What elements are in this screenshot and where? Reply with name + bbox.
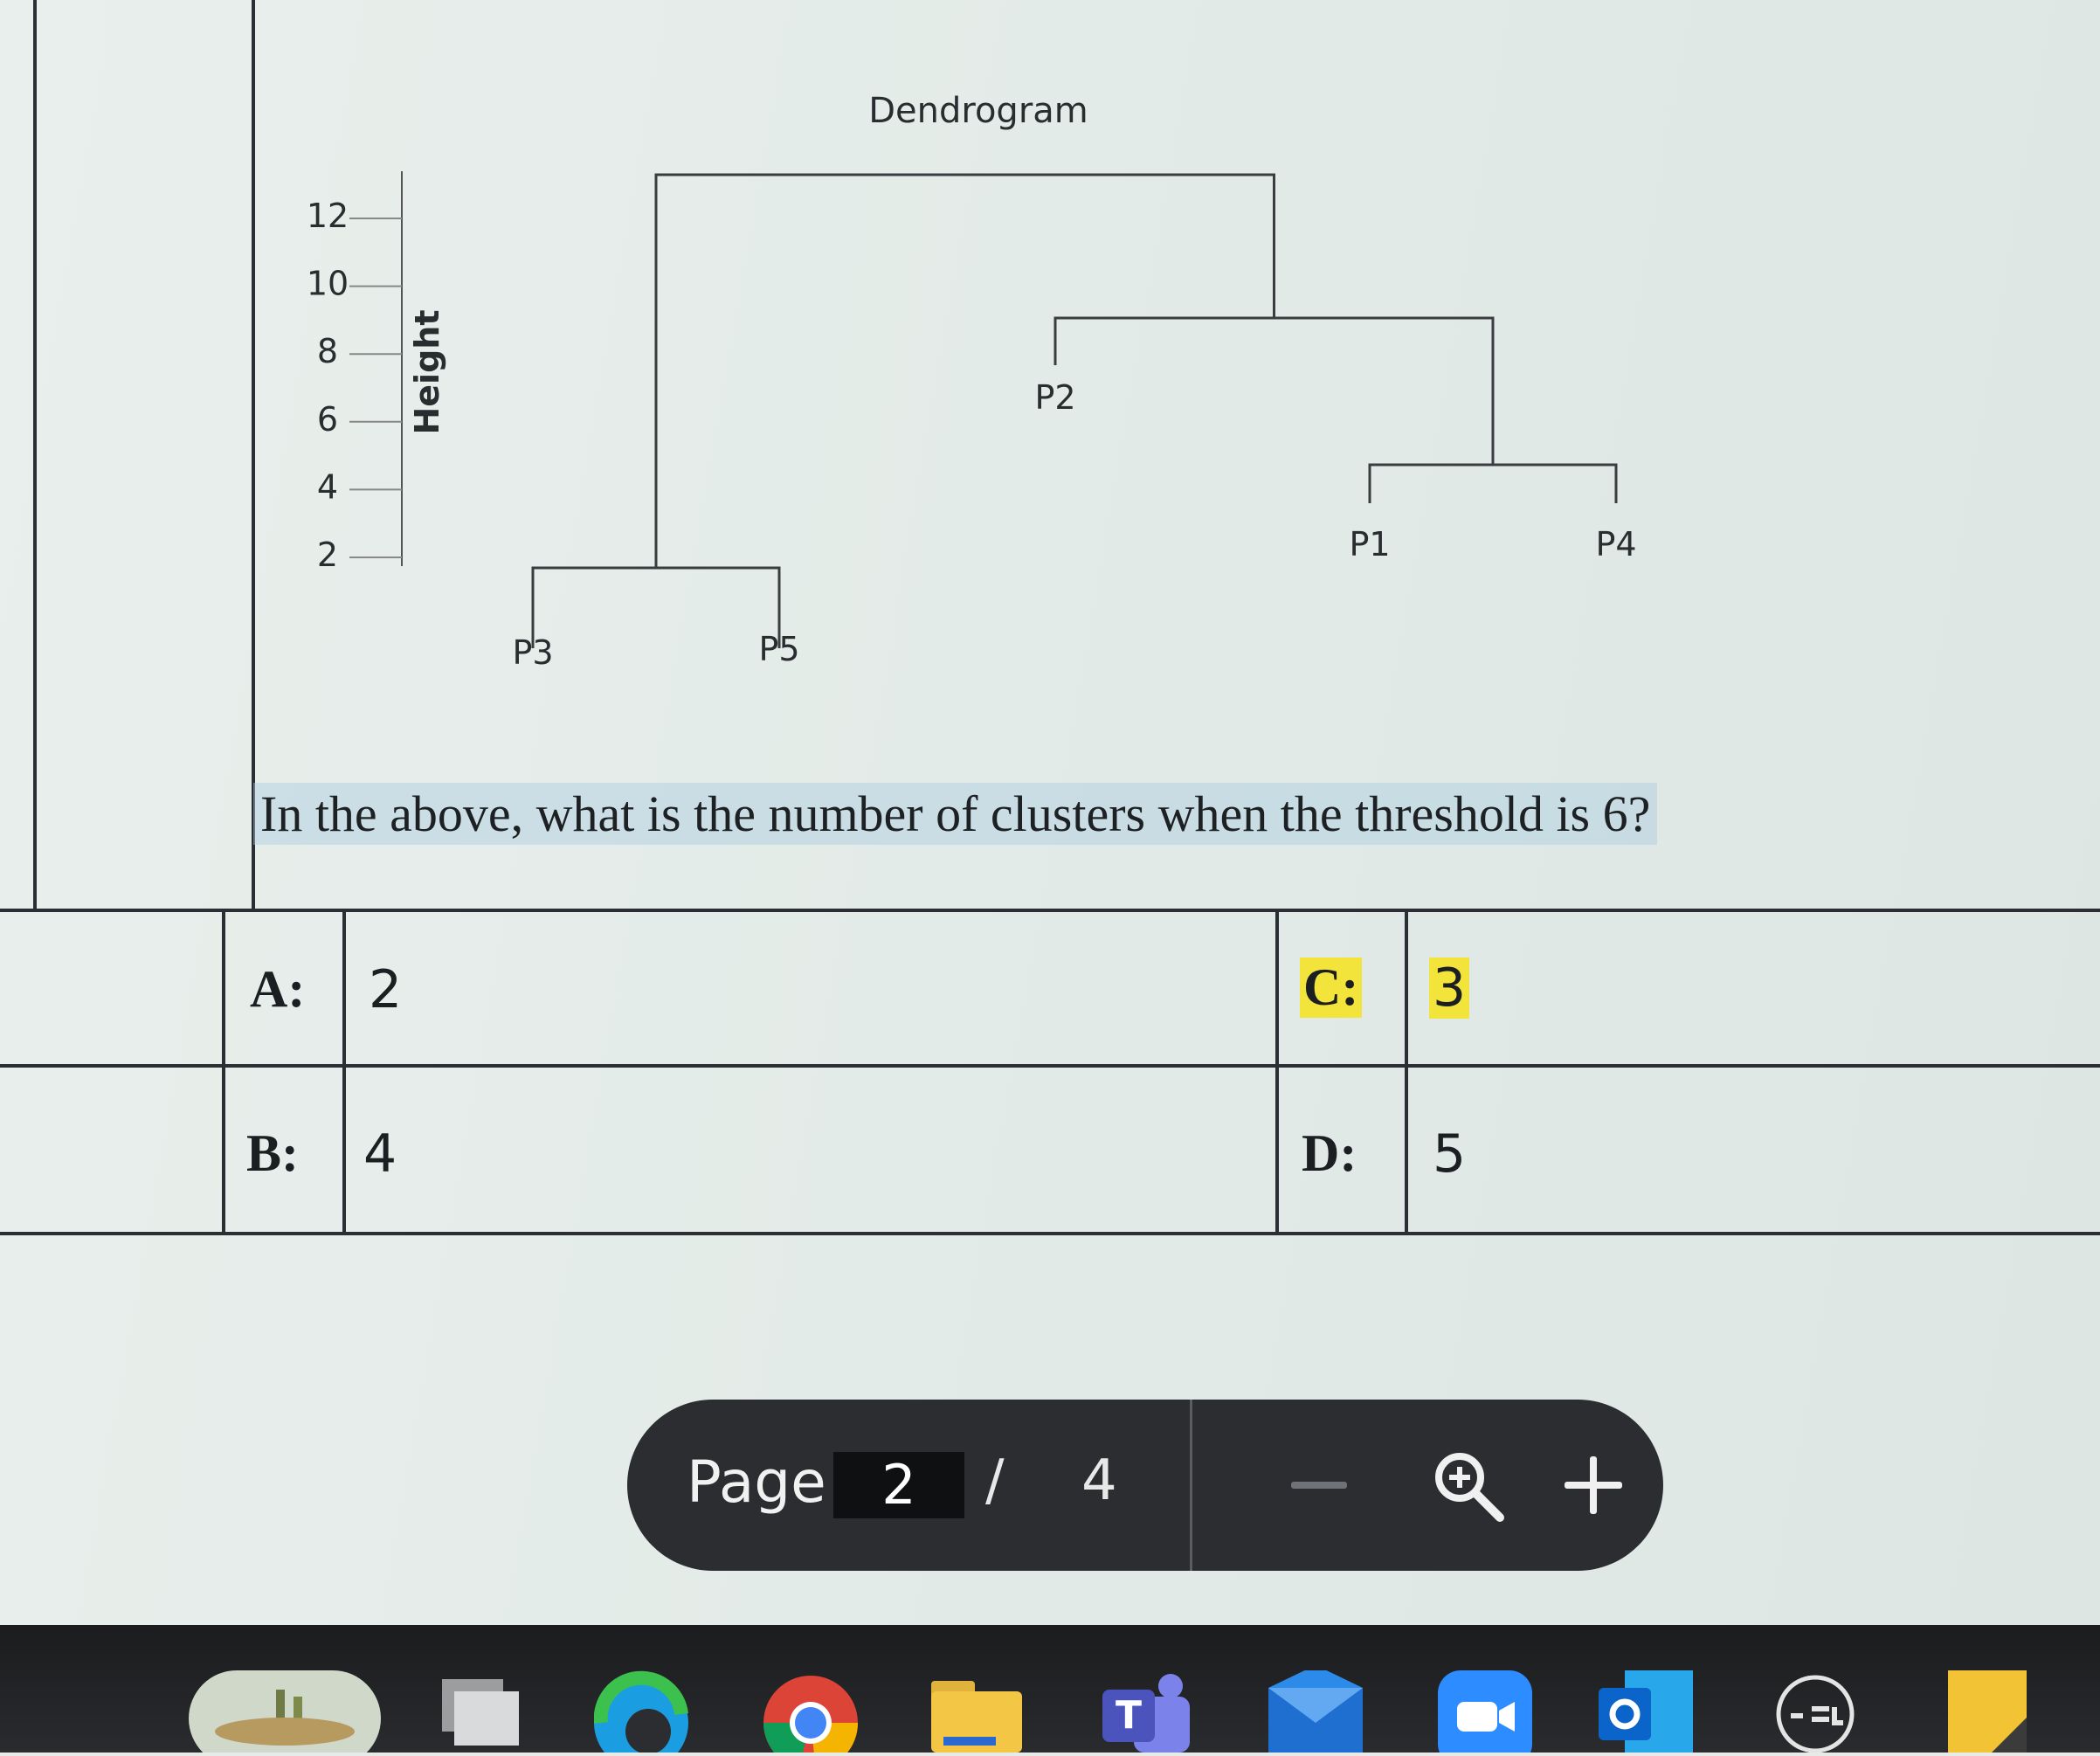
dendrogram-link	[1370, 465, 1616, 503]
dendrogram-link	[533, 568, 779, 648]
pdf-page-toolbar	[627, 1400, 1663, 1571]
zoom-out-button[interactable]	[1275, 1441, 1363, 1529]
widgets-icon[interactable]	[189, 1670, 381, 1753]
plus-icon	[1563, 1455, 1624, 1516]
chrome-icon[interactable]	[763, 1670, 858, 1753]
leaf-label: P5	[758, 630, 800, 668]
option-d-letter: D:	[1302, 1124, 1357, 1182]
options-col-2	[342, 909, 346, 1235]
options-col-4	[1405, 909, 1408, 1235]
zoom-app-icon[interactable]	[1438, 1670, 1532, 1753]
y-tick-label: 8	[316, 332, 339, 371]
teams-icon[interactable]	[1099, 1670, 1193, 1753]
chart-title: Dendrogram	[868, 91, 1088, 131]
option-b-value: 4	[363, 1123, 397, 1185]
option-c-value: 3	[1429, 958, 1469, 1019]
task-view-icon[interactable]	[430, 1670, 524, 1753]
option-b-letter: B:	[246, 1124, 299, 1182]
leaf-label: P2	[1034, 378, 1076, 417]
page-number-input[interactable]	[833, 1452, 964, 1518]
outlook-icon[interactable]	[1599, 1670, 1693, 1753]
leaf-label: P3	[512, 633, 554, 672]
dell-icon[interactable]	[1772, 1670, 1859, 1753]
minus-icon	[1291, 1480, 1347, 1490]
page-separator: /	[985, 1448, 1005, 1513]
dendrogram-link	[1055, 318, 1493, 465]
leaf-label: P1	[1349, 525, 1391, 563]
option-a-letter: A:	[250, 960, 306, 1018]
sticky-notes-icon[interactable]	[1948, 1670, 2027, 1753]
options-col-3	[1275, 909, 1279, 1235]
zoom-in-button[interactable]	[1550, 1441, 1637, 1529]
zoom-button[interactable]	[1424, 1441, 1511, 1529]
y-axis-label: Height	[408, 309, 446, 435]
total-pages: 4	[1081, 1448, 1117, 1513]
file-explorer-icon[interactable]	[929, 1670, 1024, 1753]
option-c-letter: C:	[1300, 958, 1362, 1018]
question-bottom-rule	[0, 909, 2100, 912]
mail-icon[interactable]	[1268, 1670, 1363, 1753]
option-a-value: 2	[369, 959, 403, 1020]
dendrogram-link	[656, 175, 1275, 568]
toolbar-divider	[1190, 1400, 1192, 1571]
y-tick-label: 12	[306, 197, 349, 235]
y-tick-label: 4	[316, 467, 339, 507]
svg-text:T: T	[1115, 1693, 1143, 1738]
options-middle-rule	[0, 1064, 2100, 1068]
question-text: In the above, what is the number of clusters when the threshold is 6?	[253, 783, 1657, 845]
zoom-in-icon	[1430, 1448, 1505, 1523]
dendrogram-chart	[0, 0, 2100, 751]
y-tick-label: 6	[316, 399, 339, 439]
leaf-label: P4	[1595, 525, 1637, 563]
edge-icon[interactable]	[594, 1670, 688, 1753]
y-tick-label: 2	[316, 536, 339, 574]
page-label: Page	[687, 1448, 826, 1516]
taskbar	[0, 1625, 2100, 1753]
y-tick-label: 10	[306, 264, 349, 303]
options-col-1	[222, 909, 225, 1235]
option-d-value: 5	[1433, 1123, 1467, 1185]
options-bottom-rule	[0, 1232, 2100, 1235]
